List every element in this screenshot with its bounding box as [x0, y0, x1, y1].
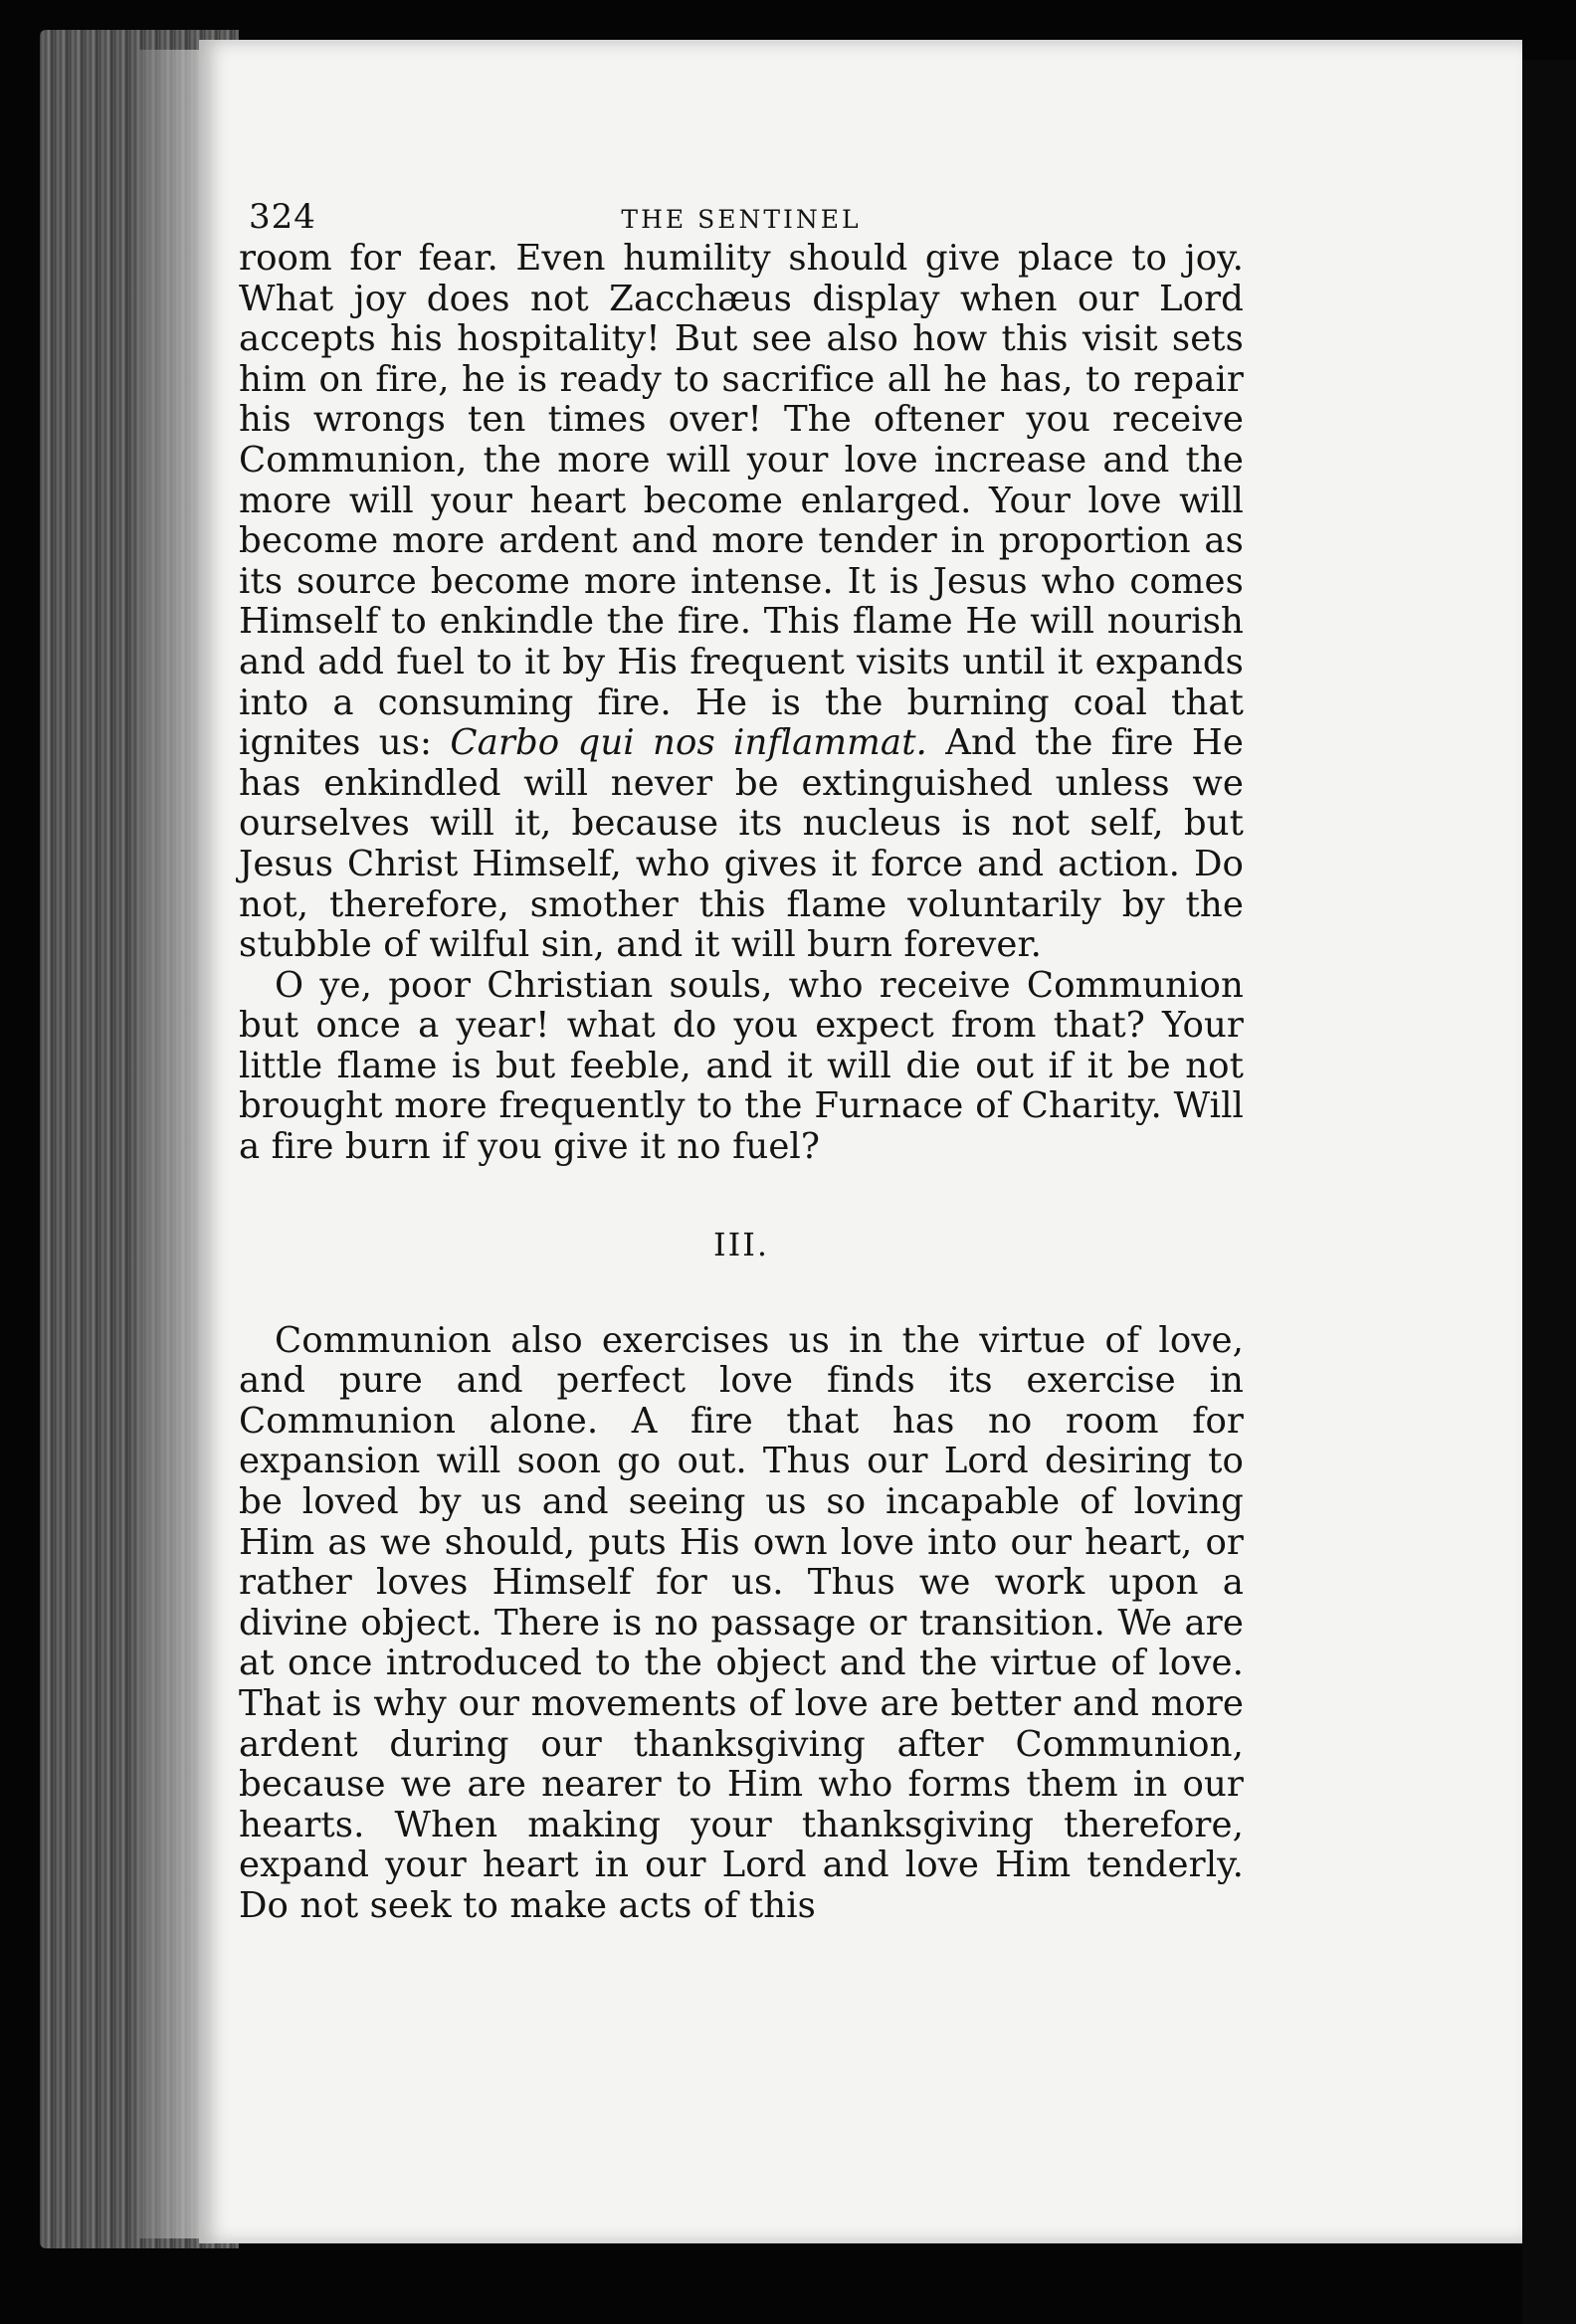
page-content: [239, 149, 1244, 1927]
paragraph-1-text: room for fear. Even humility should give place to joy. What joy does not Zacchæus display when our Lord accepts his hospitality! But see also how this visit sets him on fire, he is ready to sacrifice all he has, to repair his wrongs ten times over! The oftener you receive Communion, the more will your love increase and the more will your heart become enlarged. Your love will become more ardent and more tender in proportion as its source become more intense. It is Jesus who comes Himself to enkindle the fire. This flame He will nourish and add fuel to it by His frequent visits until it expands into a consuming fire. He is the burning coal that ignites us:: [239, 238, 1244, 764]
running-title: THE SENTINEL: [621, 205, 862, 234]
scan-border: [1522, 60, 1576, 2324]
paragraph-3: Communion also exercises us in the virtue of love, and pure and perfect love finds its exercise in Communion alone. A fire that has no room for expansion will soon go out. Thus our Lord desiring to be loved by us and seeing us so incapable of loving Him as we should, puts His own love into our heart, or rather loves Himself for us. Thus we work upon a divine object. There is no passage or transition. We are at once introduced to the object and the virtue of love. That is why our movements of love are better and more ardent during our thanksgiving after Communion, because we are nearer to Him who forms them in our hearts. When making your thanksgiving therefore, expand your heart in our Lord and love Him tenderly. Do not seek to make acts of this: [239, 1319, 1244, 1926]
paragraph-2: O ye, poor Christian souls, who receive Communion but once a year! what do you expect from that? Your little flame is but feeble, and it will die out if it be not brought more frequently to the Furnace of Charity. Will a fire burn if you give it no fuel?: [239, 964, 1244, 1168]
paragraph-1-end: And the fire He has enkindled will never be extinguished unless we ourselves will it, because its nucleus is not self, but Jesus Christ Himself, who gives it force and action. Do not, therefore, smother this flame voluntarily by the stubble of wilful sin, and it will burn forever.: [239, 722, 1244, 966]
latin-quote: Carbo qui nos inflammat.: [450, 722, 927, 764]
running-head: [239, 149, 1244, 239]
paragraph-1: [239, 239, 1244, 966]
section-heading: III.: [712, 1225, 770, 1263]
page-number: 324: [249, 197, 316, 237]
